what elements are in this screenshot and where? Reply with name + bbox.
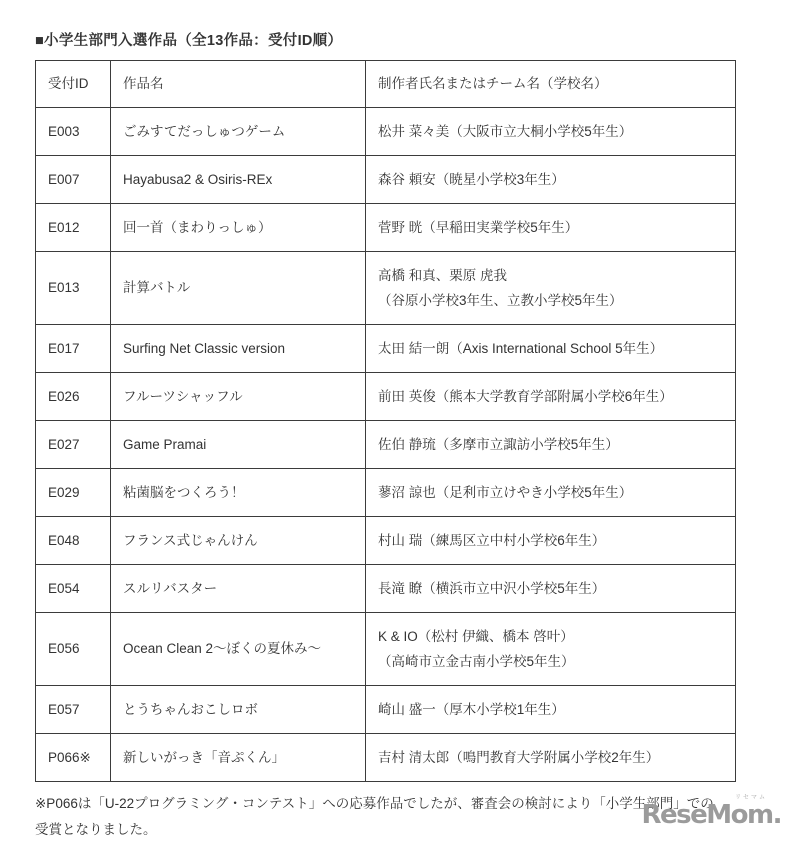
table-row: [36, 252, 736, 325]
cell-work-title: 粘菌脳をつくろう！: [111, 469, 366, 517]
cell-creator: [366, 421, 736, 469]
cell-creator: [366, 204, 736, 252]
table-row: [36, 613, 736, 686]
cell-creator: [366, 686, 736, 734]
cell-entry-id: E057: [36, 686, 111, 734]
cell-creator: [366, 517, 736, 565]
cell-work-title: とうちゃんおこしロボ: [111, 686, 366, 734]
page-title: ■小学生部門入選作品（全13作品：受付ID順）: [35, 33, 343, 49]
cell-creator: [366, 252, 736, 325]
cell-entry-id: E017: [36, 325, 111, 373]
cell-entry-id: E056: [36, 613, 111, 686]
logo-wordmark: ReseMom.: [641, 800, 781, 830]
cell-work-title: 新しいがっき「音ぷくん」: [111, 734, 366, 782]
cell-creator: [366, 613, 736, 686]
table-row: [36, 204, 736, 252]
cell-entry-id: E026: [36, 373, 111, 421]
creator-line: 崎山 盛一（厚木小学校1年生）: [378, 702, 565, 717]
cell-creator: [366, 373, 736, 421]
creator-line: 森谷 頼安（暁星小学校3年生）: [378, 172, 565, 187]
cell-creator: [366, 156, 736, 204]
table-row: [36, 517, 736, 565]
creator-line: 太田 結一朗（Axis International School 5年生）: [378, 341, 664, 356]
creator-line: 吉村 清太郎（鳴門教育大学附属小学校2年生）: [378, 750, 660, 765]
creator-line: 佐伯 静琉（多摩市立諏訪小学校5年生）: [378, 437, 619, 452]
cell-entry-id: E007: [36, 156, 111, 204]
table-row: [36, 734, 736, 782]
table-row: [36, 469, 736, 517]
creator-line: 松井 菜々美（大阪市立大桐小学校5年生）: [378, 124, 633, 139]
creator-line: 菅野 晄（早稲田実業学校5年生）: [378, 220, 579, 235]
cell-work-title: Hayabusa2 & Osiris-REx: [111, 156, 366, 204]
table-row: [36, 325, 736, 373]
cell-entry-id: E027: [36, 421, 111, 469]
cell-creator: [366, 734, 736, 782]
creator-line: 蓼沼 諒也（足利市立けやき小学校5年生）: [378, 485, 633, 500]
cell-entry-id: E048: [36, 517, 111, 565]
cell-work-title: フランス式じゃんけん: [111, 517, 366, 565]
creator-line: 高橋 和真、栗原 虎我: [378, 268, 508, 283]
cell-creator: [366, 325, 736, 373]
cell-work-title: Surfing Net Classic version: [111, 325, 366, 373]
creator-line: （谷原小学校3年生、立教小学校5年生）: [378, 293, 623, 308]
table-row: [36, 373, 736, 421]
creator-line: （高崎市立金古南小学校5年生）: [378, 654, 575, 669]
cell-creator: [366, 565, 736, 613]
cell-entry-id: E054: [36, 565, 111, 613]
table-row: [36, 686, 736, 734]
table-row: [36, 108, 736, 156]
table-header-row: [36, 61, 736, 108]
cell-entry-id: E013: [36, 252, 111, 325]
cell-work-title: ごみすてだっしゅつゲーム: [111, 108, 366, 156]
column-header-work-title: 作品名: [111, 61, 366, 108]
cell-work-title: 回一首（まわりっしゅ）: [111, 204, 366, 252]
resemom-logo: [642, 795, 781, 828]
cell-entry-id: E003: [36, 108, 111, 156]
cell-work-title: Ocean Clean 2〜ぼくの夏休み〜: [111, 613, 366, 686]
table-body: [36, 108, 736, 782]
cell-creator: [366, 108, 736, 156]
cell-work-title: スルリバスター: [111, 565, 366, 613]
cell-work-title: Game Pramai: [111, 421, 366, 469]
cell-creator: [366, 469, 736, 517]
creator-line: K & IO（松村 伊織、橋本 啓叶）: [378, 629, 574, 644]
cell-entry-id: E029: [36, 469, 111, 517]
column-header-entry-id: 受付ID: [36, 61, 111, 108]
table-row: [36, 421, 736, 469]
cell-work-title: フルーツシャッフル: [111, 373, 366, 421]
table-row: [36, 156, 736, 204]
cell-work-title: 計算バトル: [111, 252, 366, 325]
creator-line: 長滝 瞭（横浜市立中沢小学校5年生）: [378, 581, 606, 596]
cell-entry-id: P066※: [36, 734, 111, 782]
column-header-creator: 制作者氏名またはチーム名（学校名）: [366, 61, 736, 108]
cell-entry-id: E012: [36, 204, 111, 252]
footnote-line-1: ※P066は「U-22プログラミング・コンテスト」への応募作品でしたが、審査会の検討により「小学生部門」での: [35, 796, 714, 811]
footnote-line-2: 受賞となりました。: [35, 822, 157, 837]
logo-ruby-text: リセマム: [735, 795, 767, 801]
winners-table: [35, 60, 736, 782]
table-row: [36, 565, 736, 613]
creator-line: 村山 瑞（練馬区立中村小学校6年生）: [378, 533, 606, 548]
creator-line: 前田 英俊（熊本大学教育学部附属小学校6年生）: [378, 389, 673, 404]
